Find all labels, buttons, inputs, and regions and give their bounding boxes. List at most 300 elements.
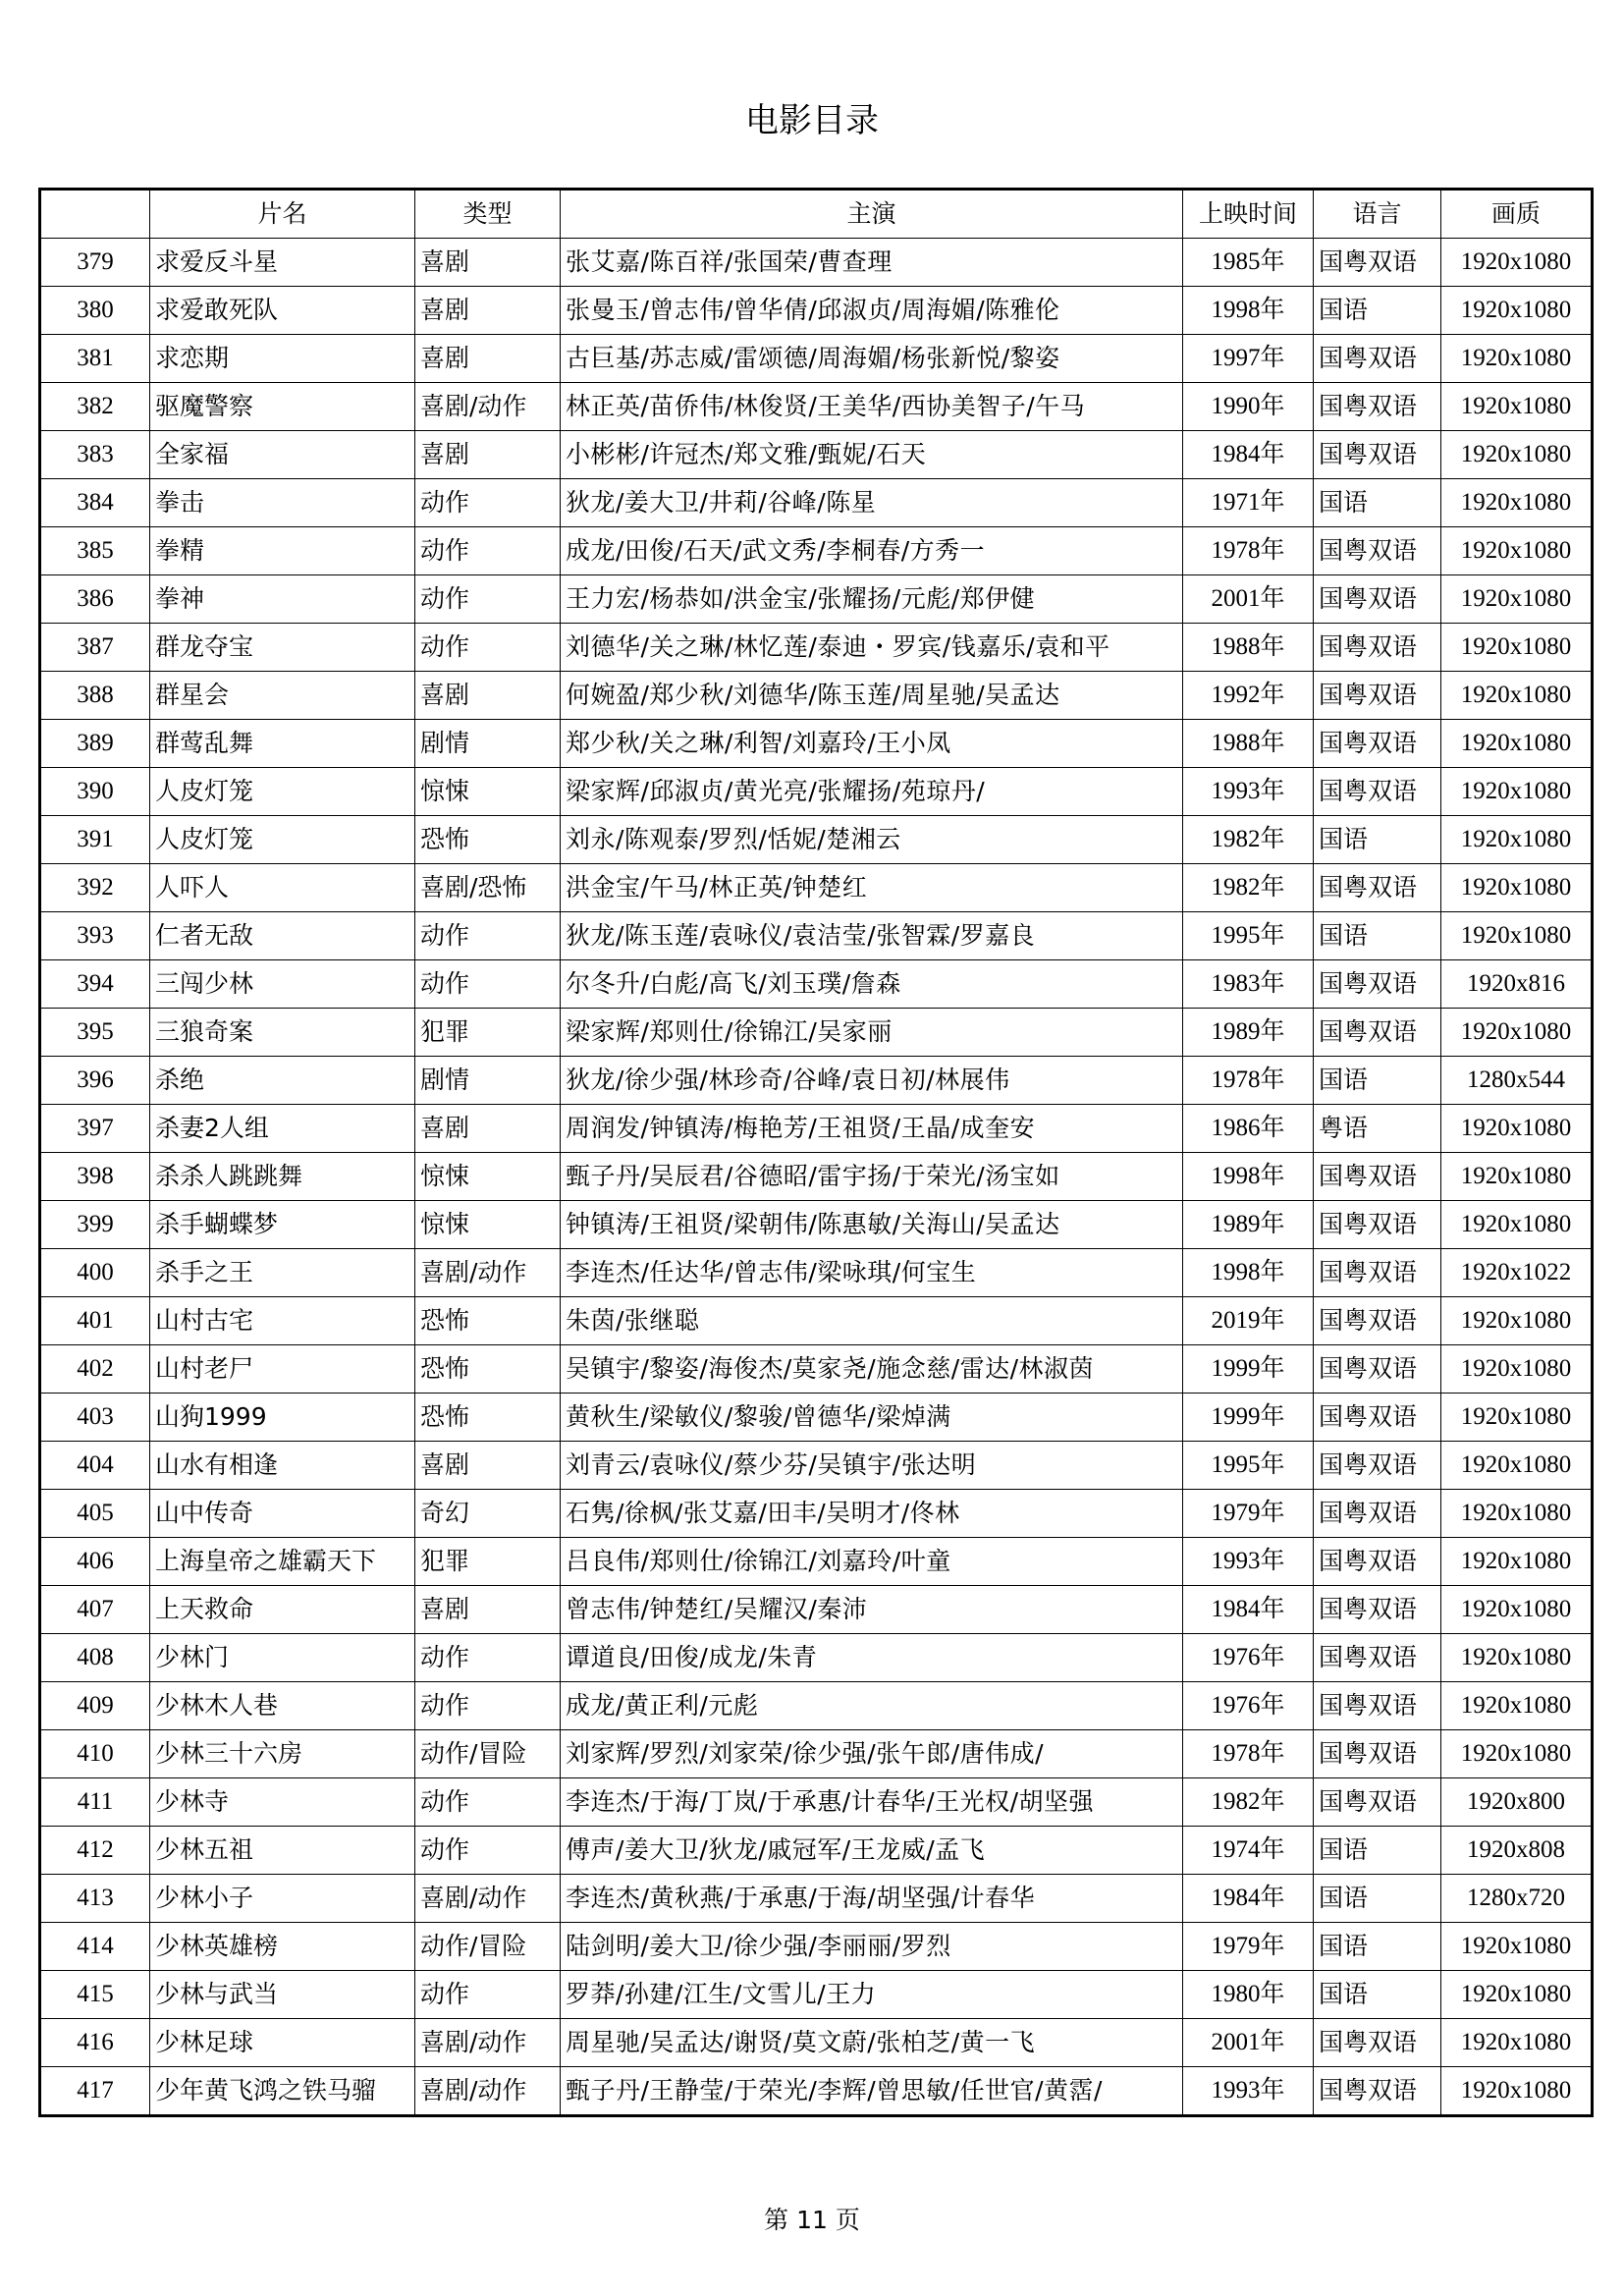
cell-year: 2019年 — [1183, 1297, 1314, 1345]
cell-quality: 1280x720 — [1441, 1875, 1593, 1923]
cell-language: 国粤双语 — [1314, 1297, 1441, 1345]
cell-quality: 1920x1080 — [1441, 1730, 1593, 1778]
cell-quality: 1920x1080 — [1441, 479, 1593, 527]
cell-language: 国语 — [1314, 479, 1441, 527]
cell-cast: 尔冬升/白彪/高飞/刘玉璞/詹森 — [561, 960, 1183, 1009]
cell-name: 群星会 — [150, 672, 415, 720]
cell-name: 求爱敢死队 — [150, 287, 415, 335]
cell-name: 拳击 — [150, 479, 415, 527]
cell-number: 379 — [40, 239, 150, 287]
cell-cast: 黄秋生/梁敏仪/黎骏/曾德华/梁焯满 — [561, 1394, 1183, 1442]
cell-number: 404 — [40, 1442, 150, 1490]
header-year: 上映时间 — [1183, 190, 1314, 239]
table-row — [40, 287, 1593, 335]
cell-genre: 喜剧 — [415, 239, 561, 287]
cell-name: 人皮灯笼 — [150, 816, 415, 864]
cell-cast: 洪金宝/午马/林正英/钟楚红 — [561, 864, 1183, 912]
cell-quality: 1920x1080 — [1441, 720, 1593, 768]
cell-language: 国粤双语 — [1314, 1394, 1441, 1442]
cell-number: 384 — [40, 479, 150, 527]
table-row — [40, 1009, 1593, 1057]
cell-language: 国粤双语 — [1314, 1730, 1441, 1778]
cell-year: 1989年 — [1183, 1009, 1314, 1057]
cell-quality: 1920x808 — [1441, 1827, 1593, 1875]
cell-genre: 动作 — [415, 1682, 561, 1730]
cell-genre: 喜剧 — [415, 287, 561, 335]
cell-cast: 狄龙/姜大卫/井莉/谷峰/陈星 — [561, 479, 1183, 527]
cell-cast: 刘永/陈观泰/罗烈/恬妮/楚湘云 — [561, 816, 1183, 864]
cell-quality: 1920x816 — [1441, 960, 1593, 1009]
cell-number: 397 — [40, 1105, 150, 1153]
cell-number: 415 — [40, 1971, 150, 2019]
cell-quality: 1920x1080 — [1441, 768, 1593, 816]
cell-name: 少林三十六房 — [150, 1730, 415, 1778]
cell-language: 国粤双语 — [1314, 239, 1441, 287]
cell-quality: 1920x1080 — [1441, 431, 1593, 479]
cell-genre: 动作 — [415, 960, 561, 1009]
table-row — [40, 1057, 1593, 1105]
cell-name: 仁者无敌 — [150, 912, 415, 960]
cell-number: 405 — [40, 1490, 150, 1538]
cell-cast: 刘家辉/罗烈/刘家荣/徐少强/张午郎/唐伟成/ — [561, 1730, 1183, 1778]
cell-year: 1995年 — [1183, 912, 1314, 960]
cell-number: 410 — [40, 1730, 150, 1778]
table-row — [40, 1490, 1593, 1538]
cell-language: 国粤双语 — [1314, 720, 1441, 768]
cell-language: 国语 — [1314, 1057, 1441, 1105]
cell-cast: 曾志伟/钟楚红/吴耀汉/秦沛 — [561, 1586, 1183, 1634]
cell-quality: 1920x1080 — [1441, 1538, 1593, 1586]
cell-genre: 剧情 — [415, 720, 561, 768]
cell-language: 国语 — [1314, 1923, 1441, 1971]
cell-year: 1979年 — [1183, 1923, 1314, 1971]
cell-year: 1998年 — [1183, 1249, 1314, 1297]
cell-name: 山水有相逢 — [150, 1442, 415, 1490]
cell-name: 少林门 — [150, 1634, 415, 1682]
cell-genre: 喜剧/动作 — [415, 383, 561, 431]
cell-genre: 喜剧 — [415, 1442, 561, 1490]
cell-genre: 动作 — [415, 1778, 561, 1827]
cell-number: 401 — [40, 1297, 150, 1345]
cell-quality: 1920x1080 — [1441, 1297, 1593, 1345]
table-row — [40, 1586, 1593, 1634]
cell-quality: 1280x544 — [1441, 1057, 1593, 1105]
table-row — [40, 624, 1593, 672]
cell-genre: 惊悚 — [415, 1201, 561, 1249]
cell-genre: 动作 — [415, 479, 561, 527]
cell-cast: 甄子丹/吴辰君/谷德昭/雷宇扬/于荣光/汤宝如 — [561, 1153, 1183, 1201]
cell-quality: 1920x1080 — [1441, 1442, 1593, 1490]
cell-name: 拳神 — [150, 575, 415, 624]
cell-quality: 1920x1080 — [1441, 287, 1593, 335]
cell-year: 1999年 — [1183, 1394, 1314, 1442]
cell-genre: 奇幻 — [415, 1490, 561, 1538]
cell-number: 399 — [40, 1201, 150, 1249]
cell-number: 385 — [40, 527, 150, 575]
cell-language: 国粤双语 — [1314, 2067, 1441, 2116]
cell-name: 杀杀人跳跳舞 — [150, 1153, 415, 1201]
cell-language: 国语 — [1314, 816, 1441, 864]
cell-number: 403 — [40, 1394, 150, 1442]
cell-name: 少林英雄榜 — [150, 1923, 415, 1971]
table-row — [40, 768, 1593, 816]
cell-cast: 刘青云/袁咏仪/蔡少芬/吴镇宇/张达明 — [561, 1442, 1183, 1490]
cell-quality: 1920x1080 — [1441, 1105, 1593, 1153]
header-genre: 类型 — [415, 190, 561, 239]
cell-quality: 1920x1080 — [1441, 527, 1593, 575]
cell-cast: 何婉盈/郑少秋/刘德华/陈玉莲/周星驰/吴孟达 — [561, 672, 1183, 720]
cell-genre: 喜剧/动作 — [415, 1249, 561, 1297]
cell-name: 人皮灯笼 — [150, 768, 415, 816]
cell-quality: 1920x1080 — [1441, 1394, 1593, 1442]
table-row — [40, 816, 1593, 864]
cell-year: 1999年 — [1183, 1345, 1314, 1394]
cell-year: 1989年 — [1183, 1201, 1314, 1249]
cell-number: 393 — [40, 912, 150, 960]
cell-language: 国语 — [1314, 1827, 1441, 1875]
cell-language: 粤语 — [1314, 1105, 1441, 1153]
cell-cast: 刘德华/关之琳/林忆莲/泰迪・罗宾/钱嘉乐/袁和平 — [561, 624, 1183, 672]
table-row — [40, 527, 1593, 575]
table-row — [40, 335, 1593, 383]
cell-language: 国语 — [1314, 287, 1441, 335]
cell-name: 全家福 — [150, 431, 415, 479]
cell-language: 国粤双语 — [1314, 431, 1441, 479]
cell-name: 群龙夺宝 — [150, 624, 415, 672]
cell-name: 少林木人巷 — [150, 1682, 415, 1730]
table-row — [40, 383, 1593, 431]
table-row — [40, 960, 1593, 1009]
cell-name: 少林五祖 — [150, 1827, 415, 1875]
cell-number: 414 — [40, 1923, 150, 1971]
cell-quality: 1920x1080 — [1441, 575, 1593, 624]
cell-name: 杀妻2人组 — [150, 1105, 415, 1153]
cell-genre: 喜剧/恐怖 — [415, 864, 561, 912]
cell-language: 国语 — [1314, 1875, 1441, 1923]
cell-number: 389 — [40, 720, 150, 768]
table-row — [40, 1442, 1593, 1490]
cell-year: 2001年 — [1183, 575, 1314, 624]
cell-cast: 罗莽/孙建/江生/文雪儿/王力 — [561, 1971, 1183, 2019]
cell-name: 三狼奇案 — [150, 1009, 415, 1057]
table-body — [40, 239, 1593, 2116]
cell-genre: 恐怖 — [415, 1345, 561, 1394]
cell-quality: 1920x1080 — [1441, 624, 1593, 672]
cell-name: 驱魔警察 — [150, 383, 415, 431]
cell-genre: 动作 — [415, 624, 561, 672]
cell-year: 1982年 — [1183, 1778, 1314, 1827]
cell-year: 1979年 — [1183, 1490, 1314, 1538]
cell-number: 394 — [40, 960, 150, 1009]
cell-name: 少林与武当 — [150, 1971, 415, 2019]
cell-language: 国粤双语 — [1314, 335, 1441, 383]
cell-genre: 动作 — [415, 1971, 561, 2019]
cell-year: 1985年 — [1183, 239, 1314, 287]
table-row — [40, 1394, 1593, 1442]
cell-year: 1986年 — [1183, 1105, 1314, 1153]
cell-cast: 张曼玉/曾志伟/曾华倩/邱淑贞/周海媚/陈雅伦 — [561, 287, 1183, 335]
cell-name: 少林足球 — [150, 2019, 415, 2067]
cell-year: 1993年 — [1183, 2067, 1314, 2116]
cell-genre: 惊悚 — [415, 1153, 561, 1201]
cell-cast: 钟镇涛/王祖贤/梁朝伟/陈惠敏/关海山/吴孟达 — [561, 1201, 1183, 1249]
cell-number: 407 — [40, 1586, 150, 1634]
cell-name: 杀手蝴蝶梦 — [150, 1201, 415, 1249]
cell-genre: 惊悚 — [415, 768, 561, 816]
table-row — [40, 1538, 1593, 1586]
cell-quality: 1920x1080 — [1441, 335, 1593, 383]
page-number: 第 11 页 — [764, 2206, 860, 2234]
cell-quality: 1920x1080 — [1441, 2019, 1593, 2067]
header-number — [40, 190, 150, 239]
cell-language: 国粤双语 — [1314, 1345, 1441, 1394]
cell-genre: 恐怖 — [415, 1394, 561, 1442]
cell-number: 412 — [40, 1827, 150, 1875]
cell-year: 1995年 — [1183, 1442, 1314, 1490]
cell-quality: 1920x1080 — [1441, 383, 1593, 431]
cell-number: 417 — [40, 2067, 150, 2116]
cell-genre: 喜剧 — [415, 431, 561, 479]
cell-year: 1978年 — [1183, 527, 1314, 575]
cell-cast: 吕良伟/郑则仕/徐锦江/刘嘉玲/叶童 — [561, 1538, 1183, 1586]
cell-year: 1988年 — [1183, 720, 1314, 768]
cell-number: 400 — [40, 1249, 150, 1297]
cell-number: 398 — [40, 1153, 150, 1201]
table-row — [40, 912, 1593, 960]
cell-number: 413 — [40, 1875, 150, 1923]
table-row — [40, 1297, 1593, 1345]
cell-language: 国粤双语 — [1314, 672, 1441, 720]
cell-year: 1976年 — [1183, 1634, 1314, 1682]
cell-name: 上海皇帝之雄霸天下 — [150, 1538, 415, 1586]
cell-genre: 喜剧/动作 — [415, 2019, 561, 2067]
cell-quality: 1920x800 — [1441, 1778, 1593, 1827]
cell-number: 406 — [40, 1538, 150, 1586]
cell-genre: 动作 — [415, 1634, 561, 1682]
table-row — [40, 672, 1593, 720]
cell-name: 上天救命 — [150, 1586, 415, 1634]
cell-language: 国粤双语 — [1314, 575, 1441, 624]
cell-name: 求爱反斗星 — [150, 239, 415, 287]
cell-language: 国粤双语 — [1314, 1778, 1441, 1827]
cell-name: 杀手之王 — [150, 1249, 415, 1297]
cell-quality: 1920x1080 — [1441, 1923, 1593, 1971]
cell-year: 1978年 — [1183, 1730, 1314, 1778]
cell-genre: 喜剧 — [415, 1586, 561, 1634]
table-row — [40, 1105, 1593, 1153]
cell-quality: 1920x1080 — [1441, 816, 1593, 864]
cell-cast: 古巨基/苏志威/雷颂德/周海媚/杨张新悦/黎姿 — [561, 335, 1183, 383]
cell-number: 383 — [40, 431, 150, 479]
table-row — [40, 1875, 1593, 1923]
cell-cast: 小彬彬/许冠杰/郑文雅/甄妮/石天 — [561, 431, 1183, 479]
cell-year: 1980年 — [1183, 1971, 1314, 2019]
cell-number: 396 — [40, 1057, 150, 1105]
header-row — [40, 190, 1593, 239]
cell-name: 求恋期 — [150, 335, 415, 383]
cell-genre: 喜剧 — [415, 672, 561, 720]
cell-number: 388 — [40, 672, 150, 720]
cell-genre: 动作/冒险 — [415, 1730, 561, 1778]
cell-language: 国语 — [1314, 912, 1441, 960]
cell-quality: 1920x1080 — [1441, 864, 1593, 912]
cell-language: 国粤双语 — [1314, 1682, 1441, 1730]
cell-language: 国粤双语 — [1314, 864, 1441, 912]
cell-number: 380 — [40, 287, 150, 335]
header-language: 语言 — [1314, 190, 1441, 239]
cell-quality: 1920x1080 — [1441, 1201, 1593, 1249]
cell-quality: 1920x1080 — [1441, 1971, 1593, 2019]
cell-genre: 喜剧/动作 — [415, 2067, 561, 2116]
cell-genre: 喜剧 — [415, 335, 561, 383]
cell-language: 国粤双语 — [1314, 1249, 1441, 1297]
cell-language: 国粤双语 — [1314, 2019, 1441, 2067]
cell-cast: 李连杰/黄秋燕/于承惠/于海/胡坚强/计春华 — [561, 1875, 1183, 1923]
cell-number: 416 — [40, 2019, 150, 2067]
cell-name: 群莺乱舞 — [150, 720, 415, 768]
cell-year: 1974年 — [1183, 1827, 1314, 1875]
cell-cast: 吴镇宇/黎姿/海俊杰/莫家尧/施念慈/雷达/林淑茵 — [561, 1345, 1183, 1394]
cell-year: 1984年 — [1183, 1875, 1314, 1923]
cell-language: 国粤双语 — [1314, 1538, 1441, 1586]
cell-year: 2001年 — [1183, 2019, 1314, 2067]
cell-cast: 王力宏/杨恭如/洪金宝/张耀扬/元彪/郑伊健 — [561, 575, 1183, 624]
table-row — [40, 720, 1593, 768]
cell-language: 国粤双语 — [1314, 1201, 1441, 1249]
cell-quality: 1920x1022 — [1441, 1249, 1593, 1297]
table-row — [40, 479, 1593, 527]
page-title: 电影目录 — [745, 101, 879, 140]
cell-language: 国语 — [1314, 1971, 1441, 2019]
cell-language: 国粤双语 — [1314, 1009, 1441, 1057]
cell-year: 1982年 — [1183, 864, 1314, 912]
cell-cast: 甄子丹/王静莹/于荣光/李辉/曾思敏/任世官/黄霑/ — [561, 2067, 1183, 2116]
cell-quality: 1920x1080 — [1441, 1634, 1593, 1682]
cell-genre: 犯罪 — [415, 1009, 561, 1057]
cell-year: 1993年 — [1183, 1538, 1314, 1586]
cell-year: 1993年 — [1183, 768, 1314, 816]
cell-quality: 1920x1080 — [1441, 1682, 1593, 1730]
cell-year: 1978年 — [1183, 1057, 1314, 1105]
cell-cast: 梁家辉/邱淑贞/黄光亮/张耀扬/苑琼丹/ — [561, 768, 1183, 816]
cell-cast: 狄龙/陈玉莲/袁咏仪/袁洁莹/张智霖/罗嘉良 — [561, 912, 1183, 960]
cell-cast: 陆剑明/姜大卫/徐少强/李丽丽/罗烈 — [561, 1923, 1183, 1971]
cell-genre: 剧情 — [415, 1057, 561, 1105]
table-row — [40, 1971, 1593, 2019]
cell-genre: 动作/冒险 — [415, 1923, 561, 1971]
table-row — [40, 864, 1593, 912]
cell-cast: 成龙/黄正利/元彪 — [561, 1682, 1183, 1730]
cell-genre: 恐怖 — [415, 1297, 561, 1345]
cell-name: 山村老尸 — [150, 1345, 415, 1394]
cell-number: 381 — [40, 335, 150, 383]
cell-name: 三闯少林 — [150, 960, 415, 1009]
cell-language: 国粤双语 — [1314, 527, 1441, 575]
cell-language: 国粤双语 — [1314, 1442, 1441, 1490]
header-name: 片名 — [150, 190, 415, 239]
cell-year: 1997年 — [1183, 335, 1314, 383]
cell-quality: 1920x1080 — [1441, 912, 1593, 960]
cell-year: 1984年 — [1183, 1586, 1314, 1634]
cell-year: 1982年 — [1183, 816, 1314, 864]
cell-name: 杀绝 — [150, 1057, 415, 1105]
cell-quality: 1920x1080 — [1441, 1490, 1593, 1538]
cell-name: 山中传奇 — [150, 1490, 415, 1538]
cell-cast: 梁家辉/郑则仕/徐锦江/吴家丽 — [561, 1009, 1183, 1057]
cell-cast: 周星驰/吴孟达/谢贤/莫文蔚/张柏芝/黄一飞 — [561, 2019, 1183, 2067]
cell-language: 国粤双语 — [1314, 1490, 1441, 1538]
cell-name: 少年黄飞鸿之铁马骝 — [150, 2067, 415, 2116]
cell-number: 395 — [40, 1009, 150, 1057]
cell-quality: 1920x1080 — [1441, 239, 1593, 287]
table-row — [40, 1249, 1593, 1297]
table-row — [40, 1201, 1593, 1249]
cell-cast: 郑少秋/关之琳/利智/刘嘉玲/王小凤 — [561, 720, 1183, 768]
table-row — [40, 1827, 1593, 1875]
cell-number: 408 — [40, 1634, 150, 1682]
cell-genre: 喜剧 — [415, 1105, 561, 1153]
cell-year: 1988年 — [1183, 624, 1314, 672]
cell-quality: 1920x1080 — [1441, 2067, 1593, 2116]
cell-quality: 1920x1080 — [1441, 1345, 1593, 1394]
table-row — [40, 1153, 1593, 1201]
cell-quality: 1920x1080 — [1441, 1009, 1593, 1057]
cell-number: 390 — [40, 768, 150, 816]
header-cast: 主演 — [561, 190, 1183, 239]
cell-year: 1984年 — [1183, 431, 1314, 479]
cell-number: 387 — [40, 624, 150, 672]
cell-number: 386 — [40, 575, 150, 624]
table-row — [40, 575, 1593, 624]
table-row — [40, 1778, 1593, 1827]
cell-genre: 动作 — [415, 527, 561, 575]
table-row — [40, 1682, 1593, 1730]
cell-language: 国粤双语 — [1314, 1586, 1441, 1634]
cell-number: 382 — [40, 383, 150, 431]
cell-number: 411 — [40, 1778, 150, 1827]
cell-genre: 动作 — [415, 912, 561, 960]
cell-name: 拳精 — [150, 527, 415, 575]
table-row — [40, 239, 1593, 287]
table-row — [40, 2019, 1593, 2067]
cell-number: 402 — [40, 1345, 150, 1394]
cell-name: 山狗1999 — [150, 1394, 415, 1442]
cell-cast: 狄龙/徐少强/林珍奇/谷峰/袁日初/林展伟 — [561, 1057, 1183, 1105]
cell-cast: 张艾嘉/陈百祥/张国荣/曹查理 — [561, 239, 1183, 287]
cell-language: 国粤双语 — [1314, 768, 1441, 816]
cell-genre: 动作 — [415, 1827, 561, 1875]
cell-year: 1983年 — [1183, 960, 1314, 1009]
table-row — [40, 1730, 1593, 1778]
cell-number: 409 — [40, 1682, 150, 1730]
cell-number: 391 — [40, 816, 150, 864]
cell-genre: 犯罪 — [415, 1538, 561, 1586]
cell-name: 少林寺 — [150, 1778, 415, 1827]
cell-genre: 恐怖 — [415, 816, 561, 864]
cell-cast: 朱茵/张继聪 — [561, 1297, 1183, 1345]
table-row — [40, 1923, 1593, 1971]
cell-language: 国粤双语 — [1314, 1153, 1441, 1201]
cell-year: 1976年 — [1183, 1682, 1314, 1730]
cell-genre: 喜剧/动作 — [415, 1875, 561, 1923]
cell-cast: 李连杰/于海/丁岚/于承惠/计春华/王光权/胡坚强 — [561, 1778, 1183, 1827]
cell-cast: 傅声/姜大卫/狄龙/戚冠军/王龙威/孟飞 — [561, 1827, 1183, 1875]
cell-language: 国粤双语 — [1314, 383, 1441, 431]
cell-name: 少林小子 — [150, 1875, 415, 1923]
table-row — [40, 431, 1593, 479]
cell-cast: 谭道良/田俊/成龙/朱青 — [561, 1634, 1183, 1682]
cell-language: 国粤双语 — [1314, 624, 1441, 672]
